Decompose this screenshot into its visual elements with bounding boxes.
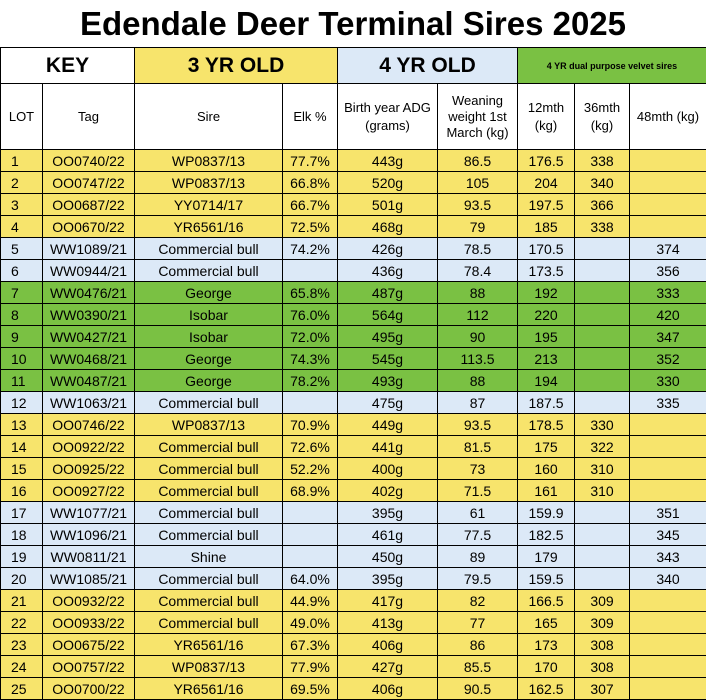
adg-cell: 501g: [338, 194, 438, 216]
sire-cell: Commercial bull: [135, 480, 283, 502]
sire-cell: Commercial bull: [135, 436, 283, 458]
12mth-cell: 187.5: [518, 392, 575, 414]
48mth-cell: [630, 612, 706, 634]
lot-cell: 1: [1, 150, 43, 172]
lot-cell: 8: [1, 304, 43, 326]
adg-cell: 427g: [338, 656, 438, 678]
table-row: [1, 678, 706, 700]
weaning-cell: 85.5: [438, 656, 518, 678]
table-row: [1, 326, 706, 348]
12mth-cell: 161: [518, 480, 575, 502]
table-row: [1, 282, 706, 304]
adg-cell: 520g: [338, 172, 438, 194]
lot-cell: 6: [1, 260, 43, 282]
elk-cell: [283, 392, 338, 414]
elk-cell: 72.5%: [283, 216, 338, 238]
table-row: [1, 216, 706, 238]
48mth-cell: [630, 480, 706, 502]
lot-cell: 25: [1, 678, 43, 700]
12mth-cell: 178.5: [518, 414, 575, 436]
tag-cell: WW0427/21: [43, 326, 135, 348]
weaning-cell: 113.5: [438, 348, 518, 370]
36mth-cell: 308: [575, 656, 630, 678]
elk-cell: 49.0%: [283, 612, 338, 634]
adg-cell: 436g: [338, 260, 438, 282]
12mth-cell: 173.5: [518, 260, 575, 282]
col-lot: LOT: [1, 84, 43, 150]
elk-cell: 78.2%: [283, 370, 338, 392]
table-row: [1, 458, 706, 480]
12mth-cell: 194: [518, 370, 575, 392]
lot-cell: 14: [1, 436, 43, 458]
lot-cell: 10: [1, 348, 43, 370]
col-elk: Elk %: [283, 84, 338, 150]
lot-cell: 22: [1, 612, 43, 634]
elk-cell: [283, 502, 338, 524]
adg-cell: 426g: [338, 238, 438, 260]
col-12mth: 12mth (kg): [518, 84, 575, 150]
elk-cell: 74.2%: [283, 238, 338, 260]
col-36mth: 36mth (kg): [575, 84, 630, 150]
12mth-cell: 197.5: [518, 194, 575, 216]
tag-cell: WW0811/21: [43, 546, 135, 568]
weaning-cell: 61: [438, 502, 518, 524]
sire-cell: YR6561/16: [135, 634, 283, 656]
tag-cell: OO0687/22: [43, 194, 135, 216]
table-row: [1, 172, 706, 194]
weaning-cell: 71.5: [438, 480, 518, 502]
elk-cell: 66.8%: [283, 172, 338, 194]
tag-cell: WW0390/21: [43, 304, 135, 326]
weaning-cell: 79: [438, 216, 518, 238]
12mth-cell: 195: [518, 326, 575, 348]
adg-cell: 450g: [338, 546, 438, 568]
36mth-cell: 309: [575, 612, 630, 634]
12mth-cell: 165: [518, 612, 575, 634]
sire-cell: Commercial bull: [135, 524, 283, 546]
col-tag: Tag: [43, 84, 135, 150]
sire-cell: Commercial bull: [135, 392, 283, 414]
12mth-cell: 204: [518, 172, 575, 194]
tag-cell: WW1096/21: [43, 524, 135, 546]
table-row: [1, 370, 706, 392]
weaning-cell: 73: [438, 458, 518, 480]
elk-cell: 68.9%: [283, 480, 338, 502]
48mth-cell: 345: [630, 524, 706, 546]
12mth-cell: 162.5: [518, 678, 575, 700]
weaning-cell: 77: [438, 612, 518, 634]
table-row: [1, 260, 706, 282]
tag-cell: OO0922/22: [43, 436, 135, 458]
12mth-cell: 160: [518, 458, 575, 480]
tag-cell: OO0932/22: [43, 590, 135, 612]
12mth-cell: 175: [518, 436, 575, 458]
48mth-cell: [630, 414, 706, 436]
weaning-cell: 79.5: [438, 568, 518, 590]
elk-cell: 52.2%: [283, 458, 338, 480]
48mth-cell: 352: [630, 348, 706, 370]
sire-cell: Isobar: [135, 304, 283, 326]
weaning-cell: 78.5: [438, 238, 518, 260]
table-row: [1, 502, 706, 524]
weaning-cell: 93.5: [438, 414, 518, 436]
elk-cell: [283, 260, 338, 282]
36mth-cell: 309: [575, 590, 630, 612]
adg-cell: 495g: [338, 326, 438, 348]
adg-cell: 443g: [338, 150, 438, 172]
36mth-cell: [575, 348, 630, 370]
sire-cell: YR6561/16: [135, 216, 283, 238]
sire-cell: Isobar: [135, 326, 283, 348]
adg-cell: 406g: [338, 634, 438, 656]
sire-cell: George: [135, 348, 283, 370]
table-body: [1, 150, 706, 700]
lot-cell: 21: [1, 590, 43, 612]
elk-cell: 72.0%: [283, 326, 338, 348]
tag-cell: WW0468/21: [43, 348, 135, 370]
adg-cell: 441g: [338, 436, 438, 458]
36mth-cell: 340: [575, 172, 630, 194]
tag-cell: WW1063/21: [43, 392, 135, 414]
36mth-cell: [575, 502, 630, 524]
table-row: [1, 238, 706, 260]
elk-cell: 69.5%: [283, 678, 338, 700]
36mth-cell: 322: [575, 436, 630, 458]
sire-cell: Commercial bull: [135, 502, 283, 524]
tag-cell: OO0933/22: [43, 612, 135, 634]
table-row: [1, 546, 706, 568]
table-row: [1, 150, 706, 172]
lot-cell: 24: [1, 656, 43, 678]
key-4yr-dual-purpose: 4 YR dual purpose velvet sires: [518, 48, 706, 84]
sire-cell: George: [135, 370, 283, 392]
lot-cell: 9: [1, 326, 43, 348]
table-row: [1, 568, 706, 590]
36mth-cell: 338: [575, 150, 630, 172]
lot-cell: 23: [1, 634, 43, 656]
tag-cell: WW0944/21: [43, 260, 135, 282]
12mth-cell: 179: [518, 546, 575, 568]
tag-cell: OO0747/22: [43, 172, 135, 194]
table-row: [1, 436, 706, 458]
weaning-cell: 90: [438, 326, 518, 348]
adg-cell: 395g: [338, 502, 438, 524]
12mth-cell: 159.5: [518, 568, 575, 590]
elk-cell: 76.0%: [283, 304, 338, 326]
36mth-cell: [575, 546, 630, 568]
weaning-cell: 105: [438, 172, 518, 194]
adg-cell: 461g: [338, 524, 438, 546]
48mth-cell: 374: [630, 238, 706, 260]
elk-cell: 70.9%: [283, 414, 338, 436]
12mth-cell: 192: [518, 282, 575, 304]
table-row: [1, 414, 706, 436]
sire-cell: YR6561/16: [135, 678, 283, 700]
12mth-cell: 170: [518, 656, 575, 678]
48mth-cell: [630, 436, 706, 458]
36mth-cell: 307: [575, 678, 630, 700]
weaning-cell: 77.5: [438, 524, 518, 546]
key-label: KEY: [1, 48, 135, 84]
lot-cell: 13: [1, 414, 43, 436]
adg-cell: 468g: [338, 216, 438, 238]
48mth-cell: 333: [630, 282, 706, 304]
tag-cell: OO0740/22: [43, 150, 135, 172]
page-title: Edendale Deer Terminal Sires 2025: [0, 0, 706, 47]
weaning-cell: 82: [438, 590, 518, 612]
weaning-cell: 78.4: [438, 260, 518, 282]
col-weaning: Weaning weight 1st March (kg): [438, 84, 518, 150]
adg-cell: 406g: [338, 678, 438, 700]
sire-cell: Commercial bull: [135, 238, 283, 260]
table-row: [1, 348, 706, 370]
elk-cell: 77.7%: [283, 150, 338, 172]
elk-cell: 65.8%: [283, 282, 338, 304]
lot-cell: 19: [1, 546, 43, 568]
adg-cell: 449g: [338, 414, 438, 436]
weaning-cell: 86: [438, 634, 518, 656]
elk-cell: 67.3%: [283, 634, 338, 656]
12mth-cell: 173: [518, 634, 575, 656]
tag-cell: OO0670/22: [43, 216, 135, 238]
48mth-cell: [630, 216, 706, 238]
elk-cell: 74.3%: [283, 348, 338, 370]
36mth-cell: [575, 568, 630, 590]
adg-cell: 487g: [338, 282, 438, 304]
weaning-cell: 93.5: [438, 194, 518, 216]
36mth-cell: 366: [575, 194, 630, 216]
36mth-cell: [575, 238, 630, 260]
sire-cell: Commercial bull: [135, 612, 283, 634]
table-row: [1, 656, 706, 678]
table-row: [1, 612, 706, 634]
table-row: [1, 304, 706, 326]
elk-cell: 77.9%: [283, 656, 338, 678]
48mth-cell: 420: [630, 304, 706, 326]
48mth-cell: [630, 656, 706, 678]
lot-cell: 5: [1, 238, 43, 260]
48mth-cell: 343: [630, 546, 706, 568]
adg-cell: 564g: [338, 304, 438, 326]
table-row: [1, 524, 706, 546]
48mth-cell: 340: [630, 568, 706, 590]
table-row: [1, 634, 706, 656]
tag-cell: OO0746/22: [43, 414, 135, 436]
table-row: [1, 194, 706, 216]
tag-cell: WW0487/21: [43, 370, 135, 392]
12mth-cell: 166.5: [518, 590, 575, 612]
tag-cell: OO0700/22: [43, 678, 135, 700]
sire-cell: WP0837/13: [135, 656, 283, 678]
weaning-cell: 86.5: [438, 150, 518, 172]
tag-cell: WW1085/21: [43, 568, 135, 590]
col-sire: Sire: [135, 84, 283, 150]
sire-cell: WP0837/13: [135, 150, 283, 172]
adg-cell: 475g: [338, 392, 438, 414]
48mth-cell: [630, 678, 706, 700]
36mth-cell: 310: [575, 480, 630, 502]
lot-cell: 18: [1, 524, 43, 546]
12mth-cell: 176.5: [518, 150, 575, 172]
sire-cell: YY0714/17: [135, 194, 283, 216]
adg-cell: 402g: [338, 480, 438, 502]
key-3yr-old: 3 YR OLD: [135, 48, 338, 84]
elk-cell: 44.9%: [283, 590, 338, 612]
lot-cell: 16: [1, 480, 43, 502]
12mth-cell: 159.9: [518, 502, 575, 524]
48mth-cell: [630, 634, 706, 656]
48mth-cell: [630, 172, 706, 194]
weaning-cell: 90.5: [438, 678, 518, 700]
48mth-cell: [630, 458, 706, 480]
sire-cell: Commercial bull: [135, 458, 283, 480]
36mth-cell: 338: [575, 216, 630, 238]
lot-cell: 3: [1, 194, 43, 216]
elk-cell: [283, 524, 338, 546]
weaning-cell: 88: [438, 282, 518, 304]
tag-cell: OO0927/22: [43, 480, 135, 502]
lot-cell: 2: [1, 172, 43, 194]
elk-cell: [283, 546, 338, 568]
12mth-cell: 220: [518, 304, 575, 326]
adg-cell: 545g: [338, 348, 438, 370]
weaning-cell: 112: [438, 304, 518, 326]
lot-cell: 11: [1, 370, 43, 392]
48mth-cell: [630, 194, 706, 216]
48mth-cell: [630, 590, 706, 612]
36mth-cell: 310: [575, 458, 630, 480]
48mth-cell: 356: [630, 260, 706, 282]
weaning-cell: 89: [438, 546, 518, 568]
36mth-cell: [575, 370, 630, 392]
12mth-cell: 185: [518, 216, 575, 238]
tag-cell: WW0476/21: [43, 282, 135, 304]
col-48mth: 48mth (kg): [630, 84, 706, 150]
lot-cell: 15: [1, 458, 43, 480]
48mth-cell: 330: [630, 370, 706, 392]
sires-table: [0, 47, 706, 700]
table-row: [1, 392, 706, 414]
48mth-cell: 335: [630, 392, 706, 414]
36mth-cell: [575, 304, 630, 326]
sire-cell: WP0837/13: [135, 172, 283, 194]
table-row: [1, 590, 706, 612]
sire-cell: Commercial bull: [135, 590, 283, 612]
36mth-cell: [575, 392, 630, 414]
weaning-cell: 87: [438, 392, 518, 414]
weaning-cell: 88: [438, 370, 518, 392]
lot-cell: 20: [1, 568, 43, 590]
tag-cell: OO0675/22: [43, 634, 135, 656]
col-adg: Birth year ADG (grams): [338, 84, 438, 150]
48mth-cell: [630, 150, 706, 172]
lot-cell: 7: [1, 282, 43, 304]
12mth-cell: 182.5: [518, 524, 575, 546]
36mth-cell: [575, 524, 630, 546]
adg-cell: 413g: [338, 612, 438, 634]
adg-cell: 493g: [338, 370, 438, 392]
12mth-cell: 213: [518, 348, 575, 370]
elk-cell: 64.0%: [283, 568, 338, 590]
sire-cell: Shine: [135, 546, 283, 568]
48mth-cell: 347: [630, 326, 706, 348]
sire-cell: George: [135, 282, 283, 304]
lot-cell: 17: [1, 502, 43, 524]
36mth-cell: 330: [575, 414, 630, 436]
36mth-cell: 308: [575, 634, 630, 656]
weaning-cell: 81.5: [438, 436, 518, 458]
48mth-cell: 351: [630, 502, 706, 524]
tag-cell: OO0925/22: [43, 458, 135, 480]
adg-cell: 400g: [338, 458, 438, 480]
36mth-cell: [575, 260, 630, 282]
lot-cell: 4: [1, 216, 43, 238]
key-row: [1, 48, 706, 84]
tag-cell: WW1077/21: [43, 502, 135, 524]
column-header-row: [1, 84, 706, 150]
tag-cell: OO0757/22: [43, 656, 135, 678]
sire-cell: Commercial bull: [135, 568, 283, 590]
key-4yr-old: 4 YR OLD: [338, 48, 518, 84]
sire-cell: Commercial bull: [135, 260, 283, 282]
lot-cell: 12: [1, 392, 43, 414]
adg-cell: 417g: [338, 590, 438, 612]
elk-cell: 72.6%: [283, 436, 338, 458]
sire-cell: WP0837/13: [135, 414, 283, 436]
elk-cell: 66.7%: [283, 194, 338, 216]
36mth-cell: [575, 282, 630, 304]
adg-cell: 395g: [338, 568, 438, 590]
table-row: [1, 480, 706, 502]
12mth-cell: 170.5: [518, 238, 575, 260]
tag-cell: WW1089/21: [43, 238, 135, 260]
36mth-cell: [575, 326, 630, 348]
